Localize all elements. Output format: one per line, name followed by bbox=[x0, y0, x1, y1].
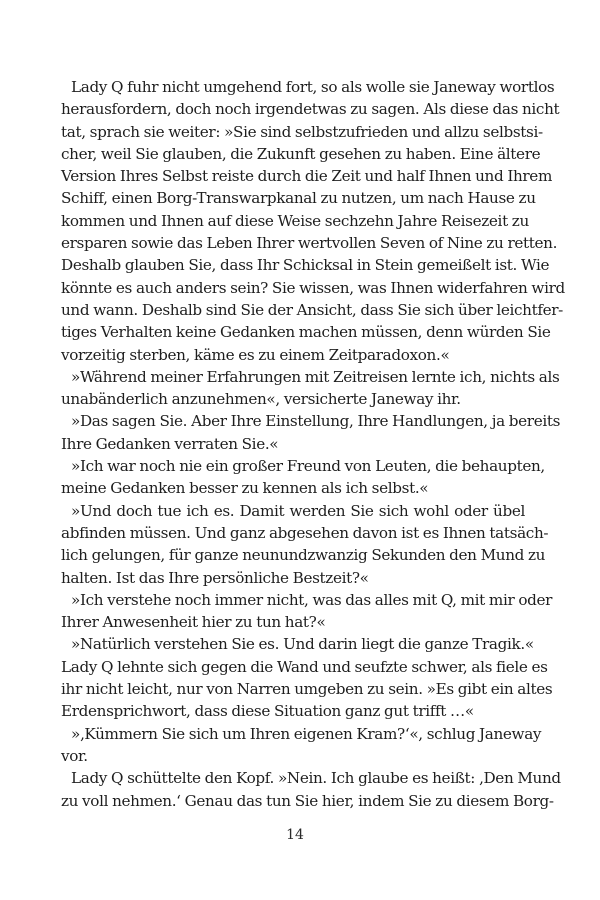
text-line: abfinden müssen. Und ganz abgesehen davon ist es Ihnen tatsäch- bbox=[61, 523, 549, 542]
text-line: Lady Q fuhr nicht umgehend fort, so als wolle sie Janeway wortlos bbox=[71, 78, 555, 96]
text-line: unabänderlich anzunehmen«, versicherte Janeway ihr. bbox=[61, 390, 461, 409]
text-line: und wann. Deshalb sind Sie der Ansicht, dass Sie sich über leichtfer- bbox=[61, 300, 563, 319]
text-line: »Natürlich verstehen Sie es. Und darin liegt die ganze Tragik.« bbox=[71, 635, 534, 654]
page-number: 14 bbox=[286, 827, 304, 843]
text-line: halten. Ist das Ihre persönliche Bestzeit?« bbox=[61, 568, 369, 587]
text-line: herausfordern, doch noch irgendetwas zu sagen. Als diese das nicht bbox=[61, 100, 560, 119]
text-line: Schiff, einen Borg-Transwarpkanal zu nutzen, um nach Hause zu bbox=[61, 189, 536, 208]
text-line: Lady Q lehnte sich gegen die Wand und seufzte schwer, als fiele es bbox=[61, 657, 548, 676]
text-line: tat, sprach sie weiter: »Sie sind selbstzufrieden und allzu selbstsi- bbox=[61, 122, 543, 141]
text-line: Erdensprichwort, dass diese Situation ganz gut trifft …« bbox=[61, 702, 474, 721]
text-line: tiges Verhalten keine Gedanken machen müssen, denn würden Sie bbox=[61, 323, 551, 342]
text-line: Deshalb glauben Sie, dass Ihr Schicksal in Stein gemeißelt ist. Wie bbox=[61, 256, 550, 275]
text-line: »‚Kümmern Sie sich um Ihren eigenen Kram?‘«, schlug Janeway bbox=[71, 724, 542, 743]
text-line: Lady Q schüttelte den Kopf. »Nein. Ich glaube es heißt: ‚Den Mund bbox=[71, 769, 561, 788]
text-line: ihr nicht leicht, nur von Narren umgeben zu sein. »Es gibt ein altes bbox=[61, 680, 553, 699]
text-line: vorzeitig sterben, käme es zu einem Zeitparadoxon.« bbox=[61, 345, 450, 364]
text-line: meine Gedanken besser zu kennen als ich selbst.« bbox=[61, 479, 429, 498]
text-line: »Das sagen Sie. Aber Ihre Einstellung, Ihre Handlungen, ja bereits bbox=[71, 412, 561, 431]
text-line: »Ich war noch nie ein großer Freund von Leuten, die behaupten, bbox=[71, 457, 545, 476]
text-line: Ihre Gedanken verraten Sie.« bbox=[61, 434, 279, 453]
text-line: vor. bbox=[61, 746, 88, 765]
text-line: »Und doch tue ich es. Damit werden Sie sich wohl oder übel bbox=[71, 501, 525, 520]
text-line: »Ich verstehe noch immer nicht, was das alles mit Q, mit mir oder bbox=[71, 590, 553, 609]
text-line: Ihrer Anwesenheit hier zu tun hat?« bbox=[61, 613, 326, 632]
text-line: lich gelungen, für ganze neunundzwanzig Sekunden den Mund zu bbox=[61, 546, 546, 565]
text-line: ersparen sowie das Leben Ihrer wertvollen Seven of Nine zu retten. bbox=[61, 234, 558, 253]
text-line: Version Ihres Selbst reiste durch die Zeit und half Ihnen und Ihrem bbox=[61, 167, 552, 186]
text-line: zu voll nehmen.‘ Genau das tun Sie hier, indem Sie zu diesem Borg- bbox=[61, 791, 554, 810]
text-line: »Während meiner Erfahrungen mit Zeitreisen lernte ich, nichts als bbox=[71, 367, 560, 386]
book-page-text bbox=[61, 76, 565, 812]
text-line: könnte es auch anders sein? Sie wissen, was Ihnen widerfahren wird bbox=[61, 278, 565, 297]
text-line: kommen und Ihnen auf diese Weise sechzehn Jahre Reisezeit zu bbox=[61, 211, 529, 230]
text-line: cher, weil Sie glauben, die Zukunft gesehen zu haben. Eine ältere bbox=[61, 144, 541, 163]
